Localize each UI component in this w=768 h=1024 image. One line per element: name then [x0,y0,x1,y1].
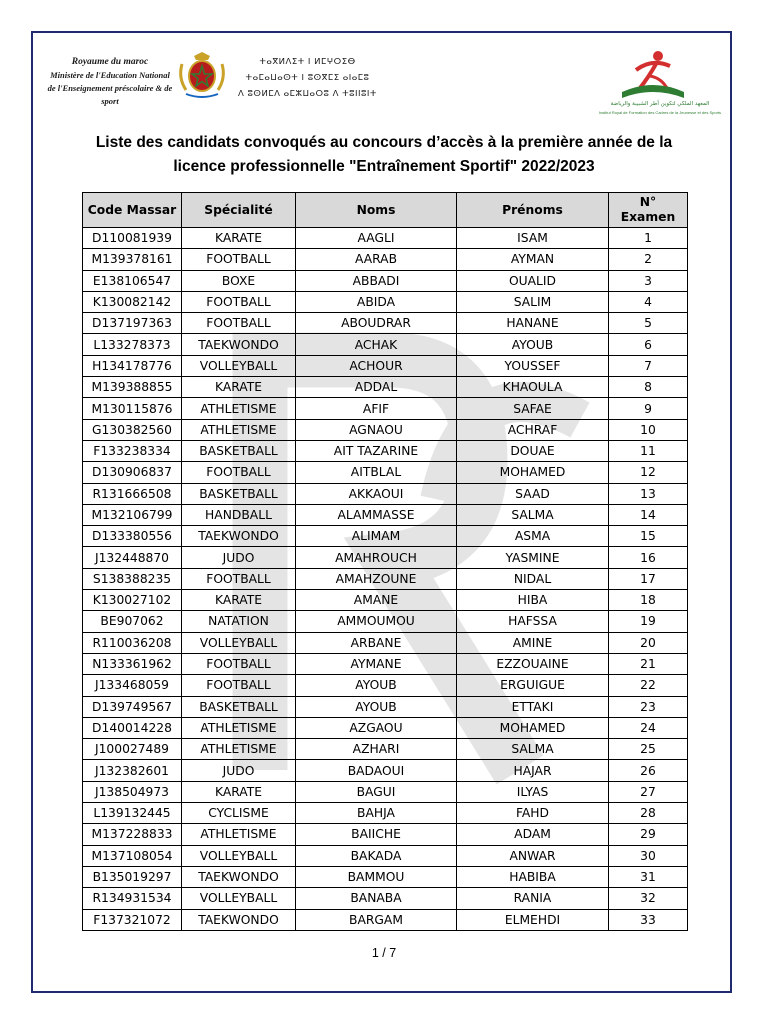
cell-nom: AKKAOUI [296,483,457,504]
cell-nom: ALAMMASSE [296,504,457,525]
cell-specialite: FOOTBALL [182,675,296,696]
cell-nom: AARAB [296,249,457,270]
cell-code-massar: G130382560 [83,419,182,440]
cell-code-massar: J132382601 [83,760,182,781]
cell-code-massar: K130082142 [83,291,182,312]
col-header-n-examen: N° Examen [609,193,688,228]
cell-nom: ARBANE [296,632,457,653]
cell-specialite: ATHLETISME [182,398,296,419]
cell-specialite: VOLLEYBALL [182,845,296,866]
cell-specialite: VOLLEYBALL [182,888,296,909]
cell-prenom: HIBA [457,590,609,611]
cell-specialite: JUDO [182,547,296,568]
cell-n-examen: 7 [609,355,688,376]
col-header-code-massar: Code Massar [83,193,182,228]
cell-prenom: HAJAR [457,760,609,781]
cell-prenom: SALMA [457,739,609,760]
cell-code-massar: B135019297 [83,866,182,887]
table-row [83,270,688,291]
cell-n-examen: 30 [609,845,688,866]
table-row [83,781,688,802]
cell-code-massar: BE907062 [83,611,182,632]
cell-n-examen: 4 [609,291,688,312]
cell-specialite: FOOTBALL [182,653,296,674]
cell-code-massar: R110036208 [83,632,182,653]
table-row [83,845,688,866]
table-body [83,228,688,931]
cell-specialite: BASKETBALL [182,483,296,504]
cell-specialite: TAEKWONDO [182,909,296,930]
cell-prenom: ACHRAF [457,419,609,440]
header-line: Royaume du maroc [71,57,149,67]
cell-nom: AYOUB [296,675,457,696]
cell-n-examen: 28 [609,803,688,824]
cell-nom: ADDAL [296,377,457,398]
header-line: ⵜⴰⴳⵍⴷⵉⵜ ⵏ ⵍⵎⵖⵔⵉⴱ [259,57,356,67]
table-row [83,398,688,419]
table-header-row [83,193,688,228]
cell-specialite: KARATE [182,377,296,398]
cell-nom: BAKADA [296,845,457,866]
cell-nom: BAGUI [296,781,457,802]
cell-nom: ACHAK [296,334,457,355]
cell-code-massar: J132448870 [83,547,182,568]
table-row [83,313,688,334]
cell-nom: AMMOUMOU [296,611,457,632]
institute-logo-icon [618,48,688,106]
cell-code-massar: J100027489 [83,739,182,760]
table-row [83,888,688,909]
cell-specialite: NATATION [182,611,296,632]
cell-prenom: ELMEHDI [457,909,609,930]
ministry-header-tifinagh [230,54,385,102]
cell-nom: BAHJA [296,803,457,824]
table-row [83,653,688,674]
cell-n-examen: 6 [609,334,688,355]
cell-prenom: SAFAE [457,398,609,419]
cell-code-massar: D140014228 [83,717,182,738]
cell-nom: AMAHZOUNE [296,568,457,589]
cell-n-examen: 15 [609,526,688,547]
cell-code-massar: L139132445 [83,803,182,824]
cell-n-examen: 32 [609,888,688,909]
cell-n-examen: 26 [609,760,688,781]
cell-nom: AYMANE [296,653,457,674]
cell-nom: BAIICHE [296,824,457,845]
cell-code-massar: M130115876 [83,398,182,419]
cell-specialite: ATHLETISME [182,419,296,440]
cell-specialite: FOOTBALL [182,291,296,312]
cell-nom: BAMMOU [296,866,457,887]
cell-prenom: AYMAN [457,249,609,270]
cell-specialite: BOXE [182,270,296,291]
cell-nom: BADAOUI [296,760,457,781]
cell-specialite: FOOTBALL [182,249,296,270]
cell-n-examen: 8 [609,377,688,398]
table-row [83,228,688,249]
table-row [83,824,688,845]
cell-n-examen: 13 [609,483,688,504]
cell-code-massar: M132106799 [83,504,182,525]
cell-prenom: SAAD [457,483,609,504]
cell-code-massar: D130906837 [83,462,182,483]
cell-code-massar: M139378161 [83,249,182,270]
cell-n-examen: 5 [609,313,688,334]
table-row [83,803,688,824]
table-row [83,504,688,525]
table-row [83,632,688,653]
cell-n-examen: 3 [609,270,688,291]
cell-code-massar: F133238334 [83,440,182,461]
cell-n-examen: 14 [609,504,688,525]
cell-specialite: ATHLETISME [182,739,296,760]
institute-name-french: Institut Royal de Formation des Cadres de la Jeunesse et des Sports [598,110,722,115]
cell-prenom: YASMINE [457,547,609,568]
cell-code-massar: J138504973 [83,781,182,802]
cell-n-examen: 22 [609,675,688,696]
cell-specialite: BASKETBALL [182,696,296,717]
cell-n-examen: 33 [609,909,688,930]
candidates-table [82,192,688,931]
cell-specialite: FOOTBALL [182,313,296,334]
table-row [83,462,688,483]
cell-code-massar: D110081939 [83,228,182,249]
cell-n-examen: 27 [609,781,688,802]
table-row [83,355,688,376]
cell-prenom: AMINE [457,632,609,653]
table-row [83,590,688,611]
cell-nom: BANABA [296,888,457,909]
table-row [83,739,688,760]
cell-n-examen: 1 [609,228,688,249]
table-row [83,717,688,738]
table-row [83,696,688,717]
cell-prenom: OUALID [457,270,609,291]
cell-code-massar: S138388235 [83,568,182,589]
table-row [83,547,688,568]
cell-nom: AMANE [296,590,457,611]
cell-nom: AZHARI [296,739,457,760]
cell-specialite: ATHLETISME [182,717,296,738]
page-number: 1 / 7 [371,946,397,960]
cell-prenom: ASMA [457,526,609,547]
table-row [83,611,688,632]
cell-specialite: KARATE [182,228,296,249]
cell-code-massar: N133361962 [83,653,182,674]
table-row [83,760,688,781]
col-header-prenoms: Prénoms [457,193,609,228]
cell-nom: ALIMAM [296,526,457,547]
table-row [83,291,688,312]
cell-code-massar: J133468059 [83,675,182,696]
cell-code-massar: M137228833 [83,824,182,845]
cell-n-examen: 16 [609,547,688,568]
cell-prenom: EZZOUAINE [457,653,609,674]
table-row [83,909,688,930]
table-row [83,526,688,547]
cell-n-examen: 25 [609,739,688,760]
cell-specialite: VOLLEYBALL [182,355,296,376]
title-line: licence professionnelle "Entraînement Sportif" 2022/2023 [173,158,595,175]
cell-prenom: AYOUB [457,334,609,355]
cell-n-examen: 17 [609,568,688,589]
col-header-noms: Noms [296,193,457,228]
cell-nom: AFIF [296,398,457,419]
cell-prenom: ISAM [457,228,609,249]
table-row [83,377,688,398]
cell-specialite: CYCLISME [182,803,296,824]
cell-prenom: RANIA [457,888,609,909]
cell-nom: AMAHROUCH [296,547,457,568]
cell-n-examen: 2 [609,249,688,270]
cell-prenom: KHAOULA [457,377,609,398]
cell-code-massar: K130027102 [83,590,182,611]
cell-nom: ABOUDRAR [296,313,457,334]
cell-specialite: TAEKWONDO [182,334,296,355]
table-row [83,675,688,696]
cell-specialite: TAEKWONDO [182,526,296,547]
cell-nom: AITBLAL [296,462,457,483]
cell-code-massar: L133278373 [83,334,182,355]
cell-prenom: MOHAMED [457,462,609,483]
cell-code-massar: M137108054 [83,845,182,866]
col-header-specialite: Spécialité [182,193,296,228]
header-line: ⴷ ⵓⵙⵍⵎⴷ ⴰⵎⵣⵡⴰⵔⵓ ⴷ ⵜⵓⵏⵏⵓⵏⵜ [238,89,377,99]
cell-n-examen: 11 [609,440,688,461]
cell-prenom: ANWAR [457,845,609,866]
cell-nom: AAGLI [296,228,457,249]
cell-nom: ABBADI [296,270,457,291]
cell-nom: AYOUB [296,696,457,717]
header-line: ⵜⴰⵎⴰⵡⴰⵙⵜ ⵏ ⵓⵙⴳⵎⵉ ⴰⵏⴰⵎⵓ [245,73,370,83]
coat-of-arms-icon [176,50,228,100]
cell-nom: ABIDA [296,291,457,312]
cell-n-examen: 31 [609,866,688,887]
cell-n-examen: 20 [609,632,688,653]
cell-n-examen: 19 [609,611,688,632]
cell-prenom: ADAM [457,824,609,845]
cell-specialite: VOLLEYBALL [182,632,296,653]
cell-prenom: DOUAE [457,440,609,461]
cell-code-massar: D133380556 [83,526,182,547]
cell-code-massar: F137321072 [83,909,182,930]
cell-specialite: KARATE [182,590,296,611]
institute-name-arabic: المعهد الملكي لتكوين أطر الشبيبة والرياضة [610,101,710,107]
cell-n-examen: 24 [609,717,688,738]
cell-prenom: SALMA [457,504,609,525]
cell-code-massar: H134178776 [83,355,182,376]
cell-n-examen: 18 [609,590,688,611]
cell-prenom: SALIM [457,291,609,312]
cell-prenom: HAFSSA [457,611,609,632]
cell-prenom: NIDAL [457,568,609,589]
cell-prenom: MOHAMED [457,717,609,738]
table-row [83,866,688,887]
cell-prenom: ILYAS [457,781,609,802]
cell-specialite: FOOTBALL [182,568,296,589]
cell-specialite: ATHLETISME [182,824,296,845]
table-row [83,334,688,355]
cell-specialite: FOOTBALL [182,462,296,483]
cell-code-massar: M139388855 [83,377,182,398]
cell-nom: AGNAOU [296,419,457,440]
cell-specialite: KARATE [182,781,296,802]
title-line: Liste des candidats convoqués au concours d’accès à la première année de la [95,134,673,151]
cell-prenom: HABIBA [457,866,609,887]
cell-code-massar: R131666508 [83,483,182,504]
cell-n-examen: 12 [609,462,688,483]
table-row [83,440,688,461]
cell-nom: AIT TAZARINE [296,440,457,461]
cell-prenom: ETTAKI [457,696,609,717]
cell-nom: AZGAOU [296,717,457,738]
header-line: de l'Enseignement préscolaire & de sport [47,83,173,106]
table-row [83,419,688,440]
table-row [83,568,688,589]
ministry-header-french [40,56,180,108]
header-line: Ministère de l'Education National [50,70,170,80]
cell-prenom: ERGUIGUE [457,675,609,696]
cell-nom: BARGAM [296,909,457,930]
cell-code-massar: E138106547 [83,270,182,291]
cell-specialite: JUDO [182,760,296,781]
table-row [83,249,688,270]
cell-specialite: HANDBALL [182,504,296,525]
cell-prenom: HANANE [457,313,609,334]
document-title [60,131,708,179]
cell-n-examen: 29 [609,824,688,845]
cell-n-examen: 21 [609,653,688,674]
cell-code-massar: D137197363 [83,313,182,334]
cell-n-examen: 23 [609,696,688,717]
cell-specialite: BASKETBALL [182,440,296,461]
cell-prenom: YOUSSEF [457,355,609,376]
cell-specialite: TAEKWONDO [182,866,296,887]
cell-nom: ACHOUR [296,355,457,376]
cell-code-massar: D139749567 [83,696,182,717]
cell-n-examen: 9 [609,398,688,419]
cell-prenom: FAHD [457,803,609,824]
cell-n-examen: 10 [609,419,688,440]
cell-code-massar: R134931534 [83,888,182,909]
table-row [83,483,688,504]
